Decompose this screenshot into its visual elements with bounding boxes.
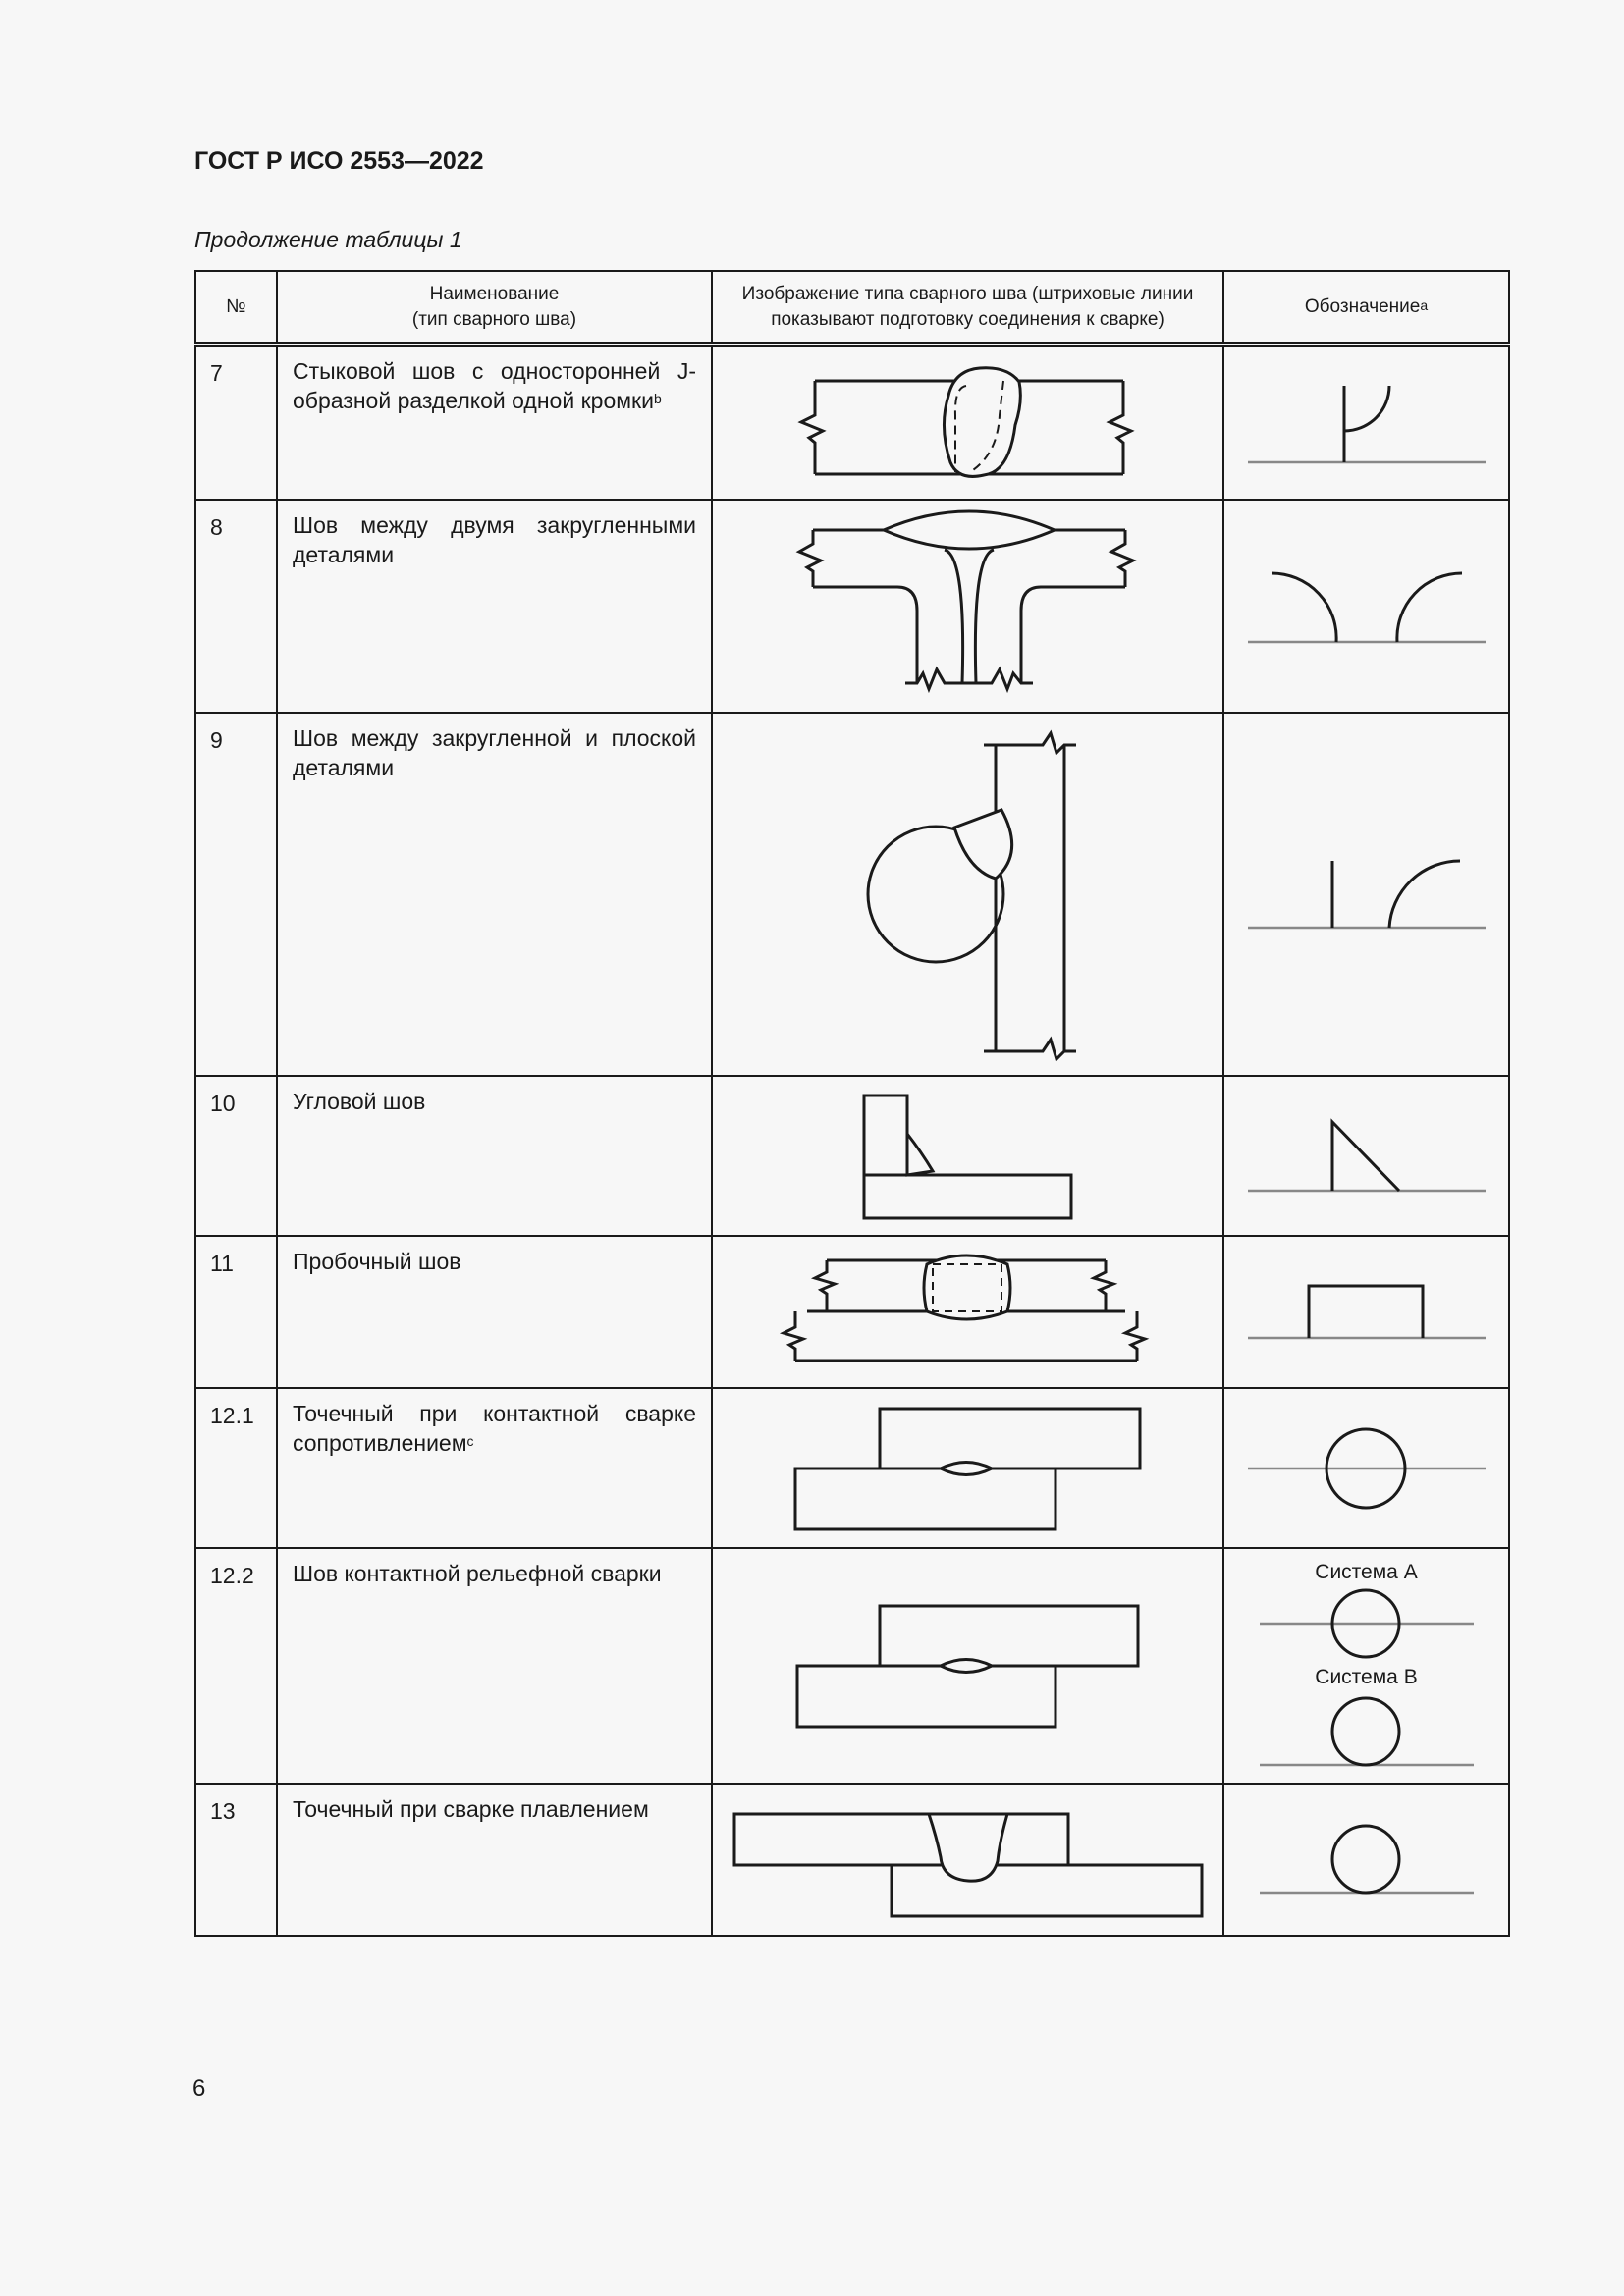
weld-symbol-cell: [1223, 1548, 1509, 1784]
table-row: [195, 500, 1509, 713]
header-name-line2: (тип сварного шва): [411, 308, 577, 330]
table-caption: Продолжение таблицы 1: [194, 227, 462, 252]
flare-bevel-weld-icon: [713, 714, 1224, 1077]
page-number: 6: [192, 2075, 206, 2102]
row-number: 9: [195, 713, 277, 1076]
weld-symbol-cell: [1223, 1076, 1509, 1236]
table-row: [195, 1236, 1509, 1388]
footnote-marker-b: b: [653, 391, 662, 406]
j-groove-symbol-icon: [1224, 347, 1510, 502]
weld-symbol-cell: [1223, 500, 1509, 713]
weld-image-cell: [712, 713, 1223, 1076]
row-name: Пробочный шов: [277, 1236, 712, 1388]
row-number: 12.1: [195, 1388, 277, 1548]
row-name: Шов между закругленной и плоской деталями: [277, 713, 712, 1076]
projection-weld-icon: [713, 1549, 1224, 1785]
table-row: [195, 713, 1509, 1076]
footnote-marker-a: a: [1420, 296, 1429, 313]
table-row: [195, 1388, 1509, 1548]
weld-symbol-cell: [1223, 1236, 1509, 1388]
header-name-line1: Наименование: [429, 283, 560, 304]
spot-symbol-icon: [1224, 1389, 1510, 1549]
table-row: [195, 345, 1509, 500]
weld-symbol-cell: [1223, 1784, 1509, 1936]
row-number: 12.2: [195, 1548, 277, 1784]
row-name: Угловой шов: [277, 1076, 712, 1236]
weld-image-cell: [712, 1236, 1223, 1388]
row-number: 11: [195, 1236, 277, 1388]
flare-v-weld-icon: [713, 501, 1224, 714]
footnote-marker-c: c: [466, 1432, 474, 1449]
row-name: [277, 345, 712, 500]
header-image-line2: показывают подготовку соединения к сварке): [771, 308, 1164, 330]
weld-symbol-cell: [1223, 1388, 1509, 1548]
weld-image-cell: [712, 1388, 1223, 1548]
weld-image-cell: [712, 1784, 1223, 1936]
document-title: ГОСТ Р ИСО 2553—2022: [194, 147, 484, 175]
header-image-line1: Изображение типа сварного шва (штриховые линии: [741, 283, 1194, 304]
system-b-label: Система В: [1315, 1665, 1418, 1688]
header-num: №: [195, 271, 277, 345]
fillet-symbol-icon: [1224, 1077, 1510, 1237]
table-row: [195, 1076, 1509, 1236]
header-image: [712, 271, 1223, 345]
row-name: Шов между двумя закругленными деталями: [277, 500, 712, 713]
resistance-spot-weld-icon: [713, 1389, 1224, 1549]
row-name: [277, 1388, 712, 1548]
fusion-spot-weld-icon: [713, 1785, 1224, 1937]
flare-bevel-symbol-icon: [1224, 714, 1510, 1077]
j-groove-butt-weld-icon: [713, 347, 1224, 502]
system-a-label: Система А: [1315, 1560, 1418, 1583]
plug-symbol-icon: [1224, 1237, 1510, 1389]
plug-weld-icon: [713, 1237, 1224, 1389]
weld-symbol-cell: [1223, 713, 1509, 1076]
row-number: 10: [195, 1076, 277, 1236]
row-name-text: Точечный при контактной сварке сопротивлением: [293, 1400, 696, 1456]
header-symbol-text: Обозначение: [1304, 295, 1421, 317]
weld-image-cell: [712, 1076, 1223, 1236]
row-name: Шов контактной рельефной сварки: [277, 1548, 712, 1784]
weld-image-cell: [712, 345, 1223, 500]
weld-symbol-cell: [1223, 345, 1509, 500]
table-header-row: [195, 271, 1509, 345]
weld-types-table: [194, 270, 1510, 1937]
fillet-weld-icon: [713, 1077, 1224, 1237]
flare-v-symbol-icon: [1224, 501, 1510, 714]
row-number: 7: [195, 345, 277, 500]
table-row: [195, 1548, 1509, 1784]
header-name: [277, 271, 712, 345]
row-name-text: Стыковой шов с односторонней J-образной разделкой одной кромки: [293, 358, 696, 413]
row-number: 8: [195, 500, 277, 713]
row-name: Точечный при сварке плавлением: [277, 1784, 712, 1936]
weld-image-cell: [712, 1548, 1223, 1784]
weld-image-cell: [712, 500, 1223, 713]
header-symbol: [1223, 271, 1509, 345]
row-number: 13: [195, 1784, 277, 1936]
fusion-spot-symbol-icon: [1224, 1785, 1510, 1937]
table-row: [195, 1784, 1509, 1936]
